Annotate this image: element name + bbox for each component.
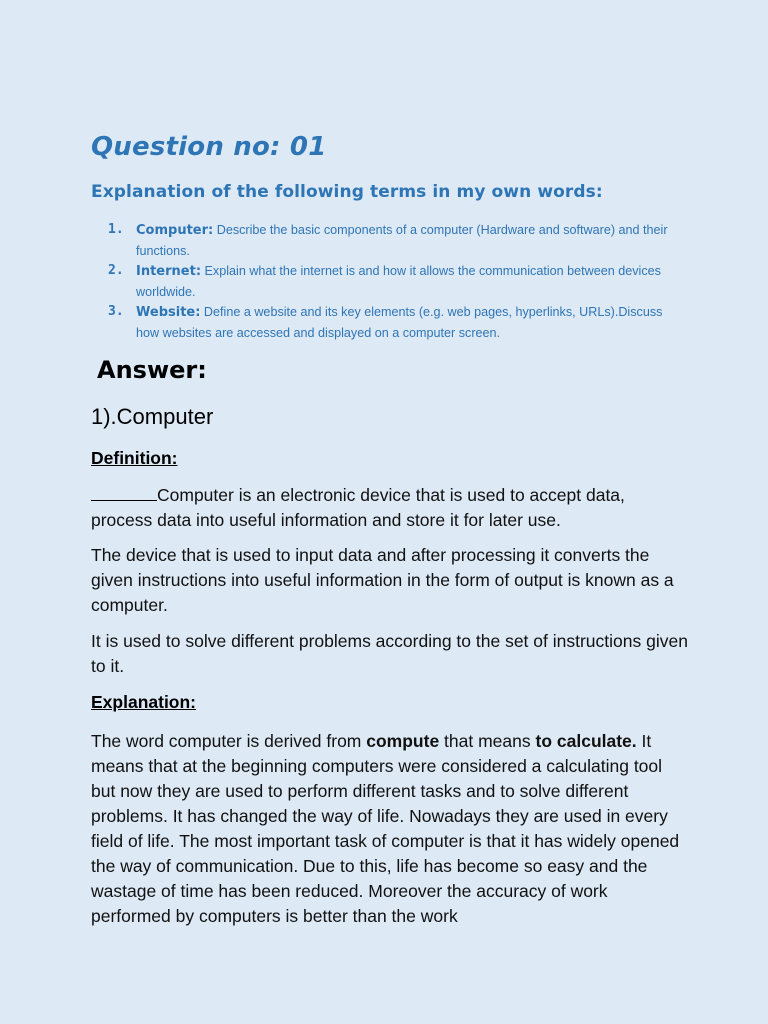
section-title: 1).Computer [91,404,214,429]
question-list [108,220,678,343]
list-item [108,261,678,302]
list-term: Website: [136,305,201,320]
list-text: Explain what the internet is and how it allows the communication between devices worldwide. [136,264,661,299]
list-item [108,220,678,261]
list-term: Internet: [136,264,202,279]
explanation-heading: Explanation: [91,692,197,712]
list-number: 3. [108,304,124,319]
list-term: Computer: [136,223,214,238]
answer-heading: Answer: [97,356,207,384]
list-number: 1. [108,222,124,237]
list-item [108,302,678,343]
definition-paragraph: It is used to solve different problems according to the set of instructions given to it. [91,631,688,676]
explanation-paragraph: The word computer is derived from compute that means to calculate. It means that at the beginning computers were considered a calculating tool but now they are used to perform different tasks and to solve different problems. It has changed the way of life. Nowadays they are used in every field of life. The most important task of computer is that it has widely opened the way of communication. Due to this, life has become so easy and the wastage of time has been reduced. Moreover the accuracy of work performed by computers is better than the work [91,731,680,926]
list-text: Describe the basic components of a computer (Hardware and software) and their functions. [136,223,668,258]
blank-line [91,486,157,501]
definition-paragraph: Computer is an electronic device that is used to accept data, process data into useful information and store it for later use. [91,485,625,530]
definition-paragraph: The device that is used to input data and after processing it converts the given instructions into useful information in the form of output is known as a computer. [91,545,674,615]
list-text: Define a website and its key elements (e.g. web pages, hyperlinks, URLs).Discuss how websites are accessed and displayed on a computer screen. [136,305,663,340]
bold-term: to calculate. [535,731,637,751]
definition-heading: Definition: [91,448,178,468]
list-number: 2. [108,263,124,278]
question-title: Question no: 01 [91,132,327,162]
bold-term: compute [366,731,440,751]
question-subtitle: Explanation of the following terms in my own words: [91,182,603,202]
